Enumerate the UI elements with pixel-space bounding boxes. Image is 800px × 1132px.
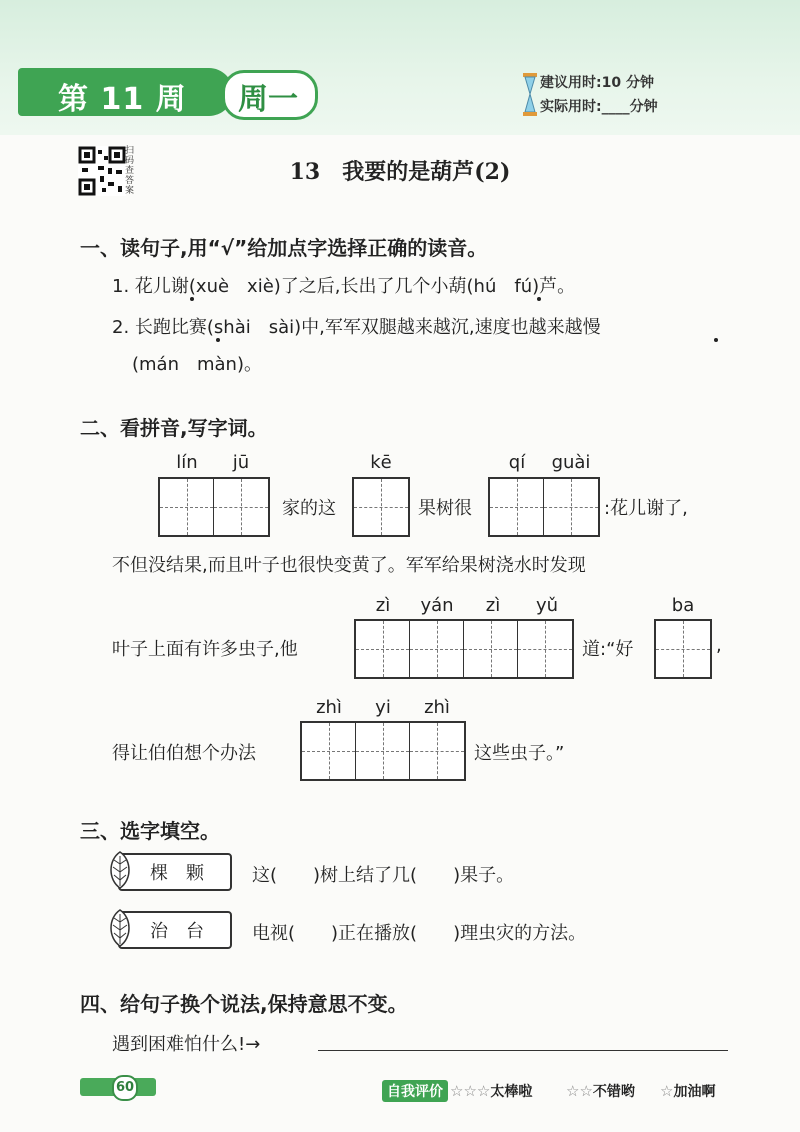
star-icon: ☆ bbox=[660, 1082, 674, 1100]
word-choice: 治 台 bbox=[150, 921, 204, 942]
writing-grid[interactable] bbox=[654, 619, 712, 679]
lesson-title: 13 我要的是葫芦(2) bbox=[289, 159, 511, 185]
eval-great[interactable] bbox=[450, 1081, 532, 1101]
emphasis-dot bbox=[190, 297, 194, 301]
day-label: 周一 bbox=[238, 82, 298, 117]
pinyin: qí bbox=[508, 452, 526, 473]
star-icon: ☆☆ bbox=[566, 1082, 593, 1100]
suggested-time: 建议用时:10 分钟 bbox=[540, 75, 654, 91]
emphasis-dot bbox=[216, 338, 220, 342]
pinyin: zhì bbox=[316, 697, 342, 718]
pinyin: yi bbox=[375, 697, 391, 718]
eval-keep-going[interactable] bbox=[660, 1081, 715, 1101]
pinyin: zì bbox=[375, 595, 391, 616]
eval-keep-going-label: 加油啊 bbox=[673, 1084, 716, 1100]
eval-great-label: 太棒啦 bbox=[490, 1084, 533, 1100]
passage-text: 不但没结果,而且叶子也很快变黄了。军军给果树浇水时发现 bbox=[112, 555, 586, 576]
pinyin: lín bbox=[176, 452, 198, 473]
word-choice: 棵 颗 bbox=[150, 863, 204, 884]
question-1: 1. 花儿谢(xuè xiè)了之后,长出了几个小葫(hú fú)芦。 bbox=[112, 276, 576, 297]
rewrite-prompt: 遇到困难怕什么!→ bbox=[112, 1034, 261, 1055]
eval-good-label: 不错哟 bbox=[592, 1084, 635, 1100]
emphasis-dot bbox=[537, 297, 541, 301]
qr-label: 扫码查答案 bbox=[125, 146, 135, 196]
section-1-heading: 一、读句子,用“√”给加点字选择正确的读音。 bbox=[80, 236, 488, 260]
pinyin: kē bbox=[370, 452, 392, 473]
passage-text: 得让伯伯想个办法 bbox=[112, 743, 256, 764]
pinyin: zhì bbox=[424, 697, 450, 718]
passage-text: 果树很 bbox=[418, 498, 472, 519]
self-eval-label: 自我评价 bbox=[382, 1080, 448, 1102]
section-2-heading: 二、看拼音,写字词。 bbox=[80, 416, 268, 440]
star-icon: ☆☆☆ bbox=[450, 1082, 491, 1100]
writing-grid[interactable] bbox=[352, 477, 410, 537]
answer-line[interactable] bbox=[318, 1050, 728, 1051]
passage-text: , bbox=[716, 635, 722, 656]
writing-grid[interactable] bbox=[488, 477, 600, 537]
writing-grid[interactable] bbox=[354, 619, 574, 679]
question-2-cont: (mán màn)。 bbox=[132, 354, 262, 375]
week-label: 第 11 周 bbox=[58, 82, 187, 117]
leaf-icon bbox=[106, 908, 134, 948]
actual-time: 实际用时:____分钟 bbox=[540, 99, 658, 115]
passage-text: 这些虫子。” bbox=[474, 743, 565, 764]
pinyin: ba bbox=[671, 595, 695, 616]
page-number: 60 bbox=[112, 1075, 138, 1101]
question-2: 2. 长跑比赛(shài sài)中,军军双腿越来越沉,速度也越来越慢 bbox=[112, 317, 601, 338]
writing-grid[interactable] bbox=[158, 477, 270, 537]
pinyin: zì bbox=[485, 595, 501, 616]
writing-grid[interactable] bbox=[300, 721, 466, 781]
pinyin: yǔ bbox=[535, 595, 559, 616]
section-3-heading: 三、选字填空。 bbox=[80, 819, 220, 843]
pinyin: guài bbox=[551, 452, 591, 473]
hourglass-icon bbox=[522, 72, 538, 118]
eval-good[interactable] bbox=[566, 1081, 635, 1101]
passage-text: 道:“好 bbox=[582, 639, 634, 660]
passage-text: 叶子上面有许多虫子,他 bbox=[112, 639, 298, 660]
fill-sentence: 电视( )正在播放( )理虫灾的方法。 bbox=[252, 923, 587, 944]
passage-text: 家的这 bbox=[282, 498, 336, 519]
pinyin: yán bbox=[420, 595, 454, 616]
emphasis-dot bbox=[714, 338, 718, 342]
passage-text: :花儿谢了, bbox=[604, 498, 688, 519]
fill-sentence: 这( )树上结了几( )果子。 bbox=[252, 865, 515, 886]
pinyin: jū bbox=[232, 452, 250, 473]
leaf-icon bbox=[106, 850, 134, 890]
section-4-heading: 四、给句子换个说法,保持意思不变。 bbox=[80, 992, 408, 1016]
